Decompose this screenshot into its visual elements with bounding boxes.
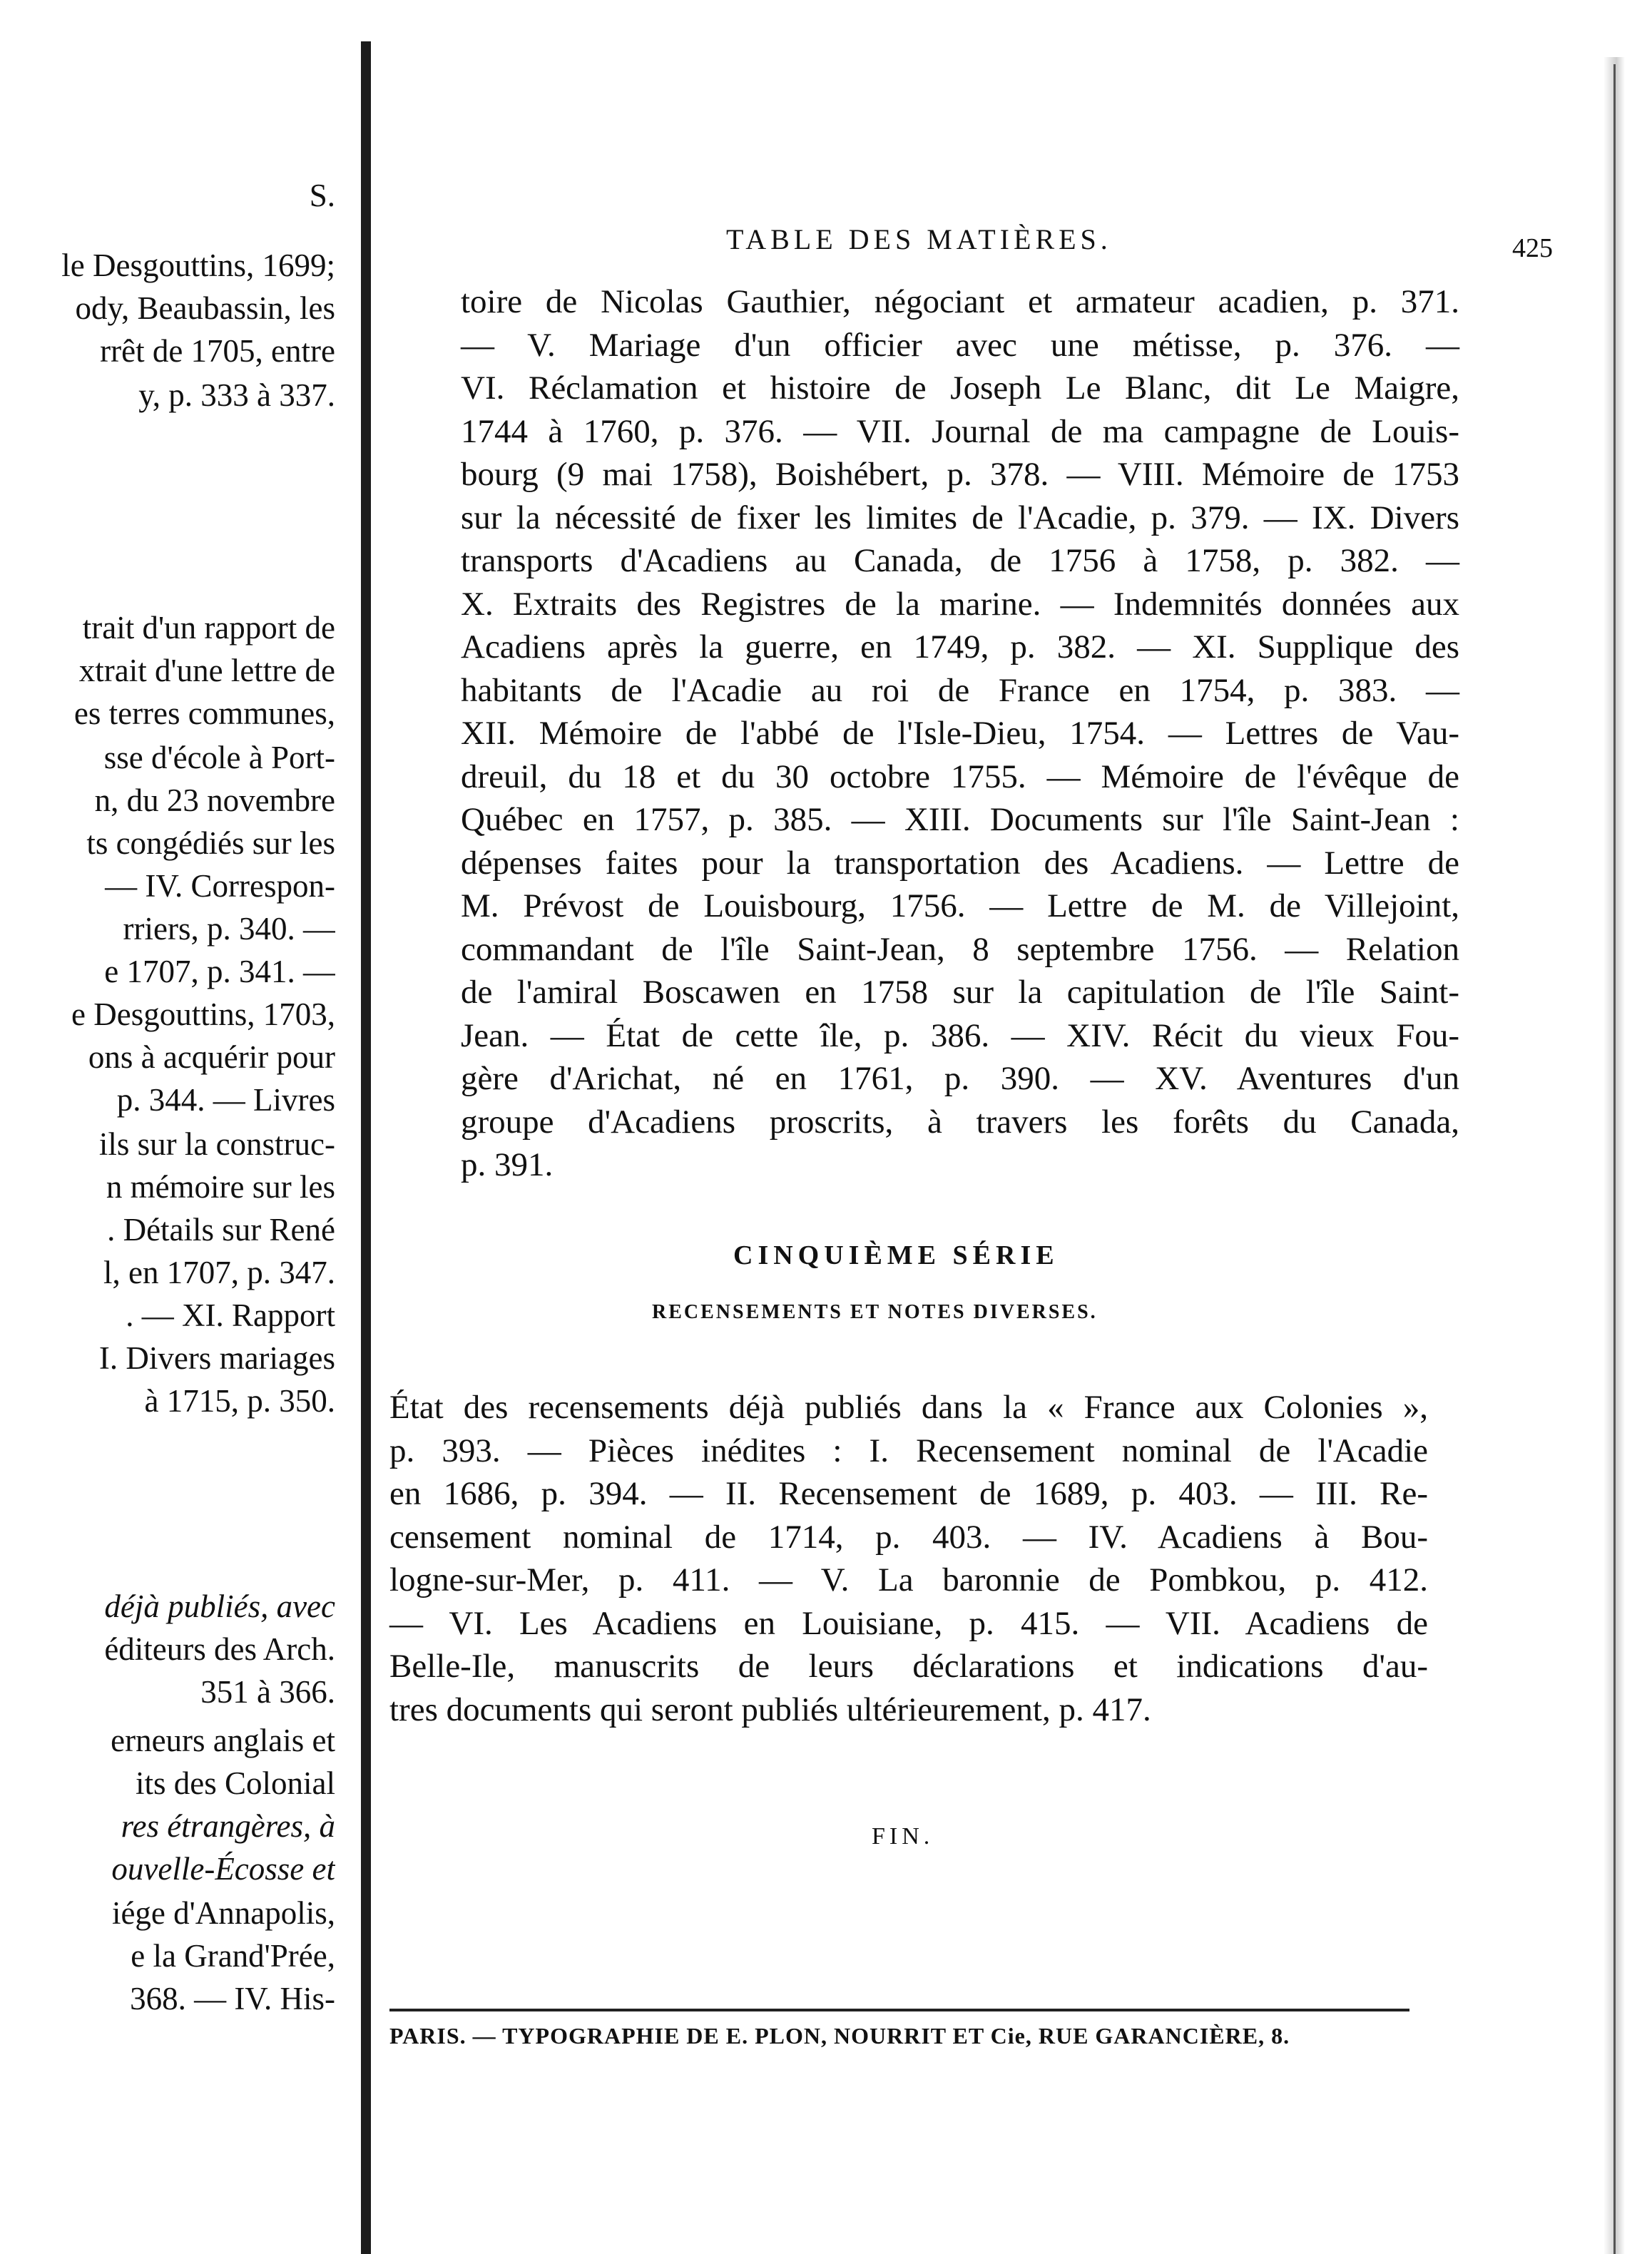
text-line: XII. Mémoire de l'abbé de l'Isle-Dieu, 1754. — Lettres de Vau-	[461, 715, 1459, 752]
imprint-rule	[389, 2009, 1409, 2011]
text-line: État des recensements déjà publiés dans la « France aux Colonies »,	[389, 1389, 1428, 1426]
left-page-line: e la Grand'Prée,	[131, 1938, 335, 1974]
text-line: dreuil, du 18 et du 30 octobre 1755. — Mémoire de l'évêque de	[461, 758, 1459, 795]
text-line: groupe d'Acadiens proscrits, à travers les forêts du Canada,	[461, 1103, 1459, 1141]
left-page-line: ils sur la construc-	[98, 1126, 335, 1162]
text-line: en 1686, p. 394. — II. Recensement de 1689, p. 403. — III. Re-	[389, 1475, 1428, 1512]
text-line: p. 393. — Pièces inédites : I. Recensement nominal de l'Acadie	[389, 1432, 1428, 1469]
left-page-line: éditeurs des Arch.	[104, 1631, 335, 1667]
page-number: 425	[1512, 233, 1553, 263]
text-line: Québec en 1757, p. 385. — XIII. Documents sur l'île Saint-Jean :	[461, 801, 1459, 838]
left-page-line: ouvelle-Écosse et	[111, 1851, 335, 1887]
text-line: logne-sur-Mer, p. 411. — V. La baronnie de Pombkou, p. 412.	[389, 1561, 1428, 1598]
left-page-line: its des Colonial	[136, 1765, 335, 1801]
left-page-line: — IV. Correspon-	[105, 868, 335, 904]
left-page-line: I. Divers mariages	[98, 1340, 335, 1376]
text-line: sur la nécessité de fixer les limites de l'Acadie, p. 379. — IX. Divers	[461, 499, 1459, 536]
left-page-line: rriers, p. 340. —	[123, 911, 335, 947]
left-page-line: ts congédiés sur les	[86, 825, 335, 861]
left-page-line: 351 à 366.	[200, 1674, 335, 1710]
text-line: toire de Nicolas Gauthier, négociant et armateur acadien, p. 371.	[461, 283, 1459, 320]
text-line: bourg (9 mai 1758), Boishébert, p. 378. — VIII. Mémoire de 1753	[461, 456, 1459, 493]
text-line: commandant de l'île Saint-Jean, 8 septembre 1756. — Relation	[461, 930, 1459, 968]
left-page-line: res étrangères, à	[121, 1808, 335, 1844]
left-page-line: e 1707, p. 341. —	[104, 954, 335, 989]
left-page-line: es terres communes,	[73, 695, 335, 731]
text-line: p. 391.	[461, 1146, 554, 1183]
left-page-line: . — XI. Rapport	[126, 1297, 335, 1333]
left-page-line: e Desgouttins, 1703,	[71, 996, 335, 1032]
text-line: Acadiens après la guerre, en 1749, p. 382. — XI. Supplique des	[461, 628, 1459, 666]
text-line: habitants de l'Acadie au roi de France en 1754, p. 383. —	[461, 671, 1459, 709]
left-page-line: rrêt de 1705, entre	[100, 333, 335, 369]
section-heading: CINQUIÈME SÉRIE	[733, 1240, 1059, 1270]
left-page-line: 368. — IV. His-	[130, 1981, 335, 2016]
text-line: tres documents qui seront publiés ultérieurement, p. 417.	[389, 1690, 1151, 1728]
text-line: gère d'Arichat, né en 1761, p. 390. — XV. Aventures d'un	[461, 1060, 1459, 1097]
left-page-line: y, p. 333 à 337.	[138, 377, 335, 413]
left-page-line: ody, Beaubassin, les	[75, 290, 335, 326]
book-gutter	[361, 41, 371, 2254]
left-page-line: S.	[309, 178, 335, 213]
text-line: dépenses faites pour la transportation des Acadiens. — Lettre de	[461, 844, 1459, 882]
end-mark: FIN.	[872, 1823, 934, 1850]
page-edge-line	[1613, 64, 1616, 2254]
left-partial-page	[0, 0, 335, 2254]
left-page-line: . Détails sur René	[107, 1212, 335, 1248]
text-line: X. Extraits des Registres de la marine. — Indemnités données aux	[461, 585, 1459, 623]
text-line: de l'amiral Boscawen en 1758 sur la capitulation de l'île Saint-	[461, 974, 1459, 1011]
running-head: TABLE DES MATIÈRES.	[726, 223, 1112, 255]
text-line: M. Prévost de Louisbourg, 1756. — Lettre de M. de Villejoint,	[461, 887, 1459, 924]
text-line: censement nominal de 1714, p. 403. — IV. Acadiens à Bou-	[389, 1518, 1428, 1556]
left-page-line: xtrait d'une lettre de	[78, 653, 335, 688]
text-line: Jean. — État de cette île, p. 386. — XIV. Récit du vieux Fou-	[461, 1016, 1459, 1054]
left-page-line: p. 344. — Livres	[116, 1082, 335, 1118]
left-page-line: le Desgouttins, 1699;	[61, 248, 335, 283]
left-page-line: trait d'un rapport de	[82, 610, 335, 646]
left-page-line: ons à acquérir pour	[88, 1039, 335, 1075]
text-line: — V. Mariage d'un officier avec une métisse, p. 376. —	[461, 326, 1459, 364]
left-page-line: n mémoire sur les	[106, 1169, 335, 1205]
left-page-line: erneurs anglais et	[111, 1723, 335, 1758]
left-page-line: à 1715, p. 350.	[144, 1383, 335, 1419]
printer-imprint: PARIS. — TYPOGRAPHIE DE E. PLON, NOURRIT ET Cie, RUE GARANCIÈRE, 8.	[389, 2023, 1290, 2049]
left-page-line: sse d'école à Port-	[103, 740, 335, 775]
text-line: — VI. Les Acadiens en Louisiane, p. 415. — VII. Acadiens de	[389, 1604, 1428, 1642]
text-line: Belle-Ile, manuscrits de leurs déclarations et indications d'au-	[389, 1648, 1428, 1685]
text-line: transports d'Acadiens au Canada, de 1756 à 1758, p. 382. —	[461, 542, 1459, 579]
text-line: VI. Réclamation et histoire de Joseph Le Blanc, dit Le Maigre,	[461, 369, 1459, 407]
left-page-line: iége d'Annapolis,	[111, 1895, 335, 1931]
section-subheading: RECENSEMENTS ET NOTES DIVERSES.	[652, 1301, 1098, 1323]
left-page-line: l, en 1707, p. 347.	[103, 1255, 335, 1290]
left-page-line: déjà publiés, avec	[104, 1588, 335, 1624]
left-page-line: n, du 23 novembre	[94, 782, 335, 818]
text-line: 1744 à 1760, p. 376. — VII. Journal de ma campagne de Louis-	[461, 412, 1459, 450]
